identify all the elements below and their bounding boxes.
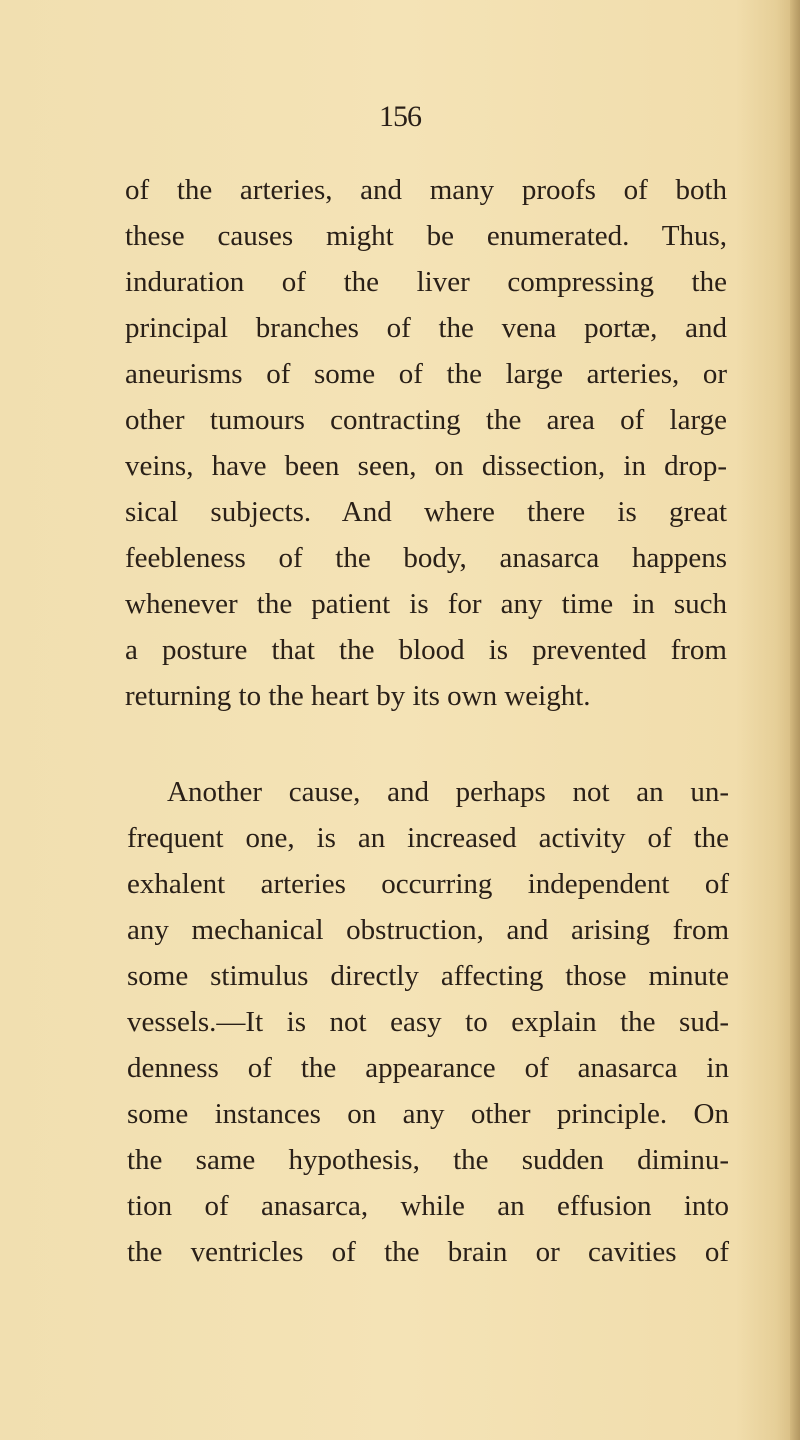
text-line: exhalent arteries occurring independent of [127,868,729,900]
text-line: veins, have been seen, on dissection, in drop- [125,450,727,482]
text-line: denness of the appearance of anasarca in [127,1052,729,1084]
text-line: tion of anasarca, while an effusion into [127,1190,729,1222]
page-edge-shadow [790,0,800,1440]
text-line: feebleness of the body, anasarca happens [125,542,727,574]
text-line: principal branches of the vena portæ, and [125,312,727,344]
text-line: the same hypothesis, the sudden diminu- [127,1144,729,1176]
paragraph-1 [125,167,727,719]
text-line: whenever the patient is for any time in such [125,588,727,620]
text-line: vessels.—It is not easy to explain the sud- [127,1006,729,1038]
text-line: returning to the heart by its own weight. [125,680,591,712]
text-line: the ventricles of the brain or cavities of [127,1236,729,1268]
text-line: induration of the liver compressing the [125,266,727,298]
paragraph-2 [127,769,729,1275]
text-line: some instances on any other principle. On [127,1098,729,1130]
text-line: of the arteries, and many proofs of both [125,174,727,206]
text-line: these causes might be enumerated. Thus, [125,220,727,252]
text-line: other tumours contracting the area of large [125,404,727,436]
text-line: Another cause, and perhaps not an un- [167,776,729,808]
text-line: sical subjects. And where there is great [125,496,727,528]
text-line: some stimulus directly affecting those minute [127,960,729,992]
text-line: a posture that the blood is prevented from [125,634,727,666]
text-line: frequent one, is an increased activity of the [127,822,729,854]
text-line: aneurisms of some of the large arteries, or [125,358,727,390]
text-line: any mechanical obstruction, and arising from [127,914,729,946]
page-number: 156 [379,100,421,133]
